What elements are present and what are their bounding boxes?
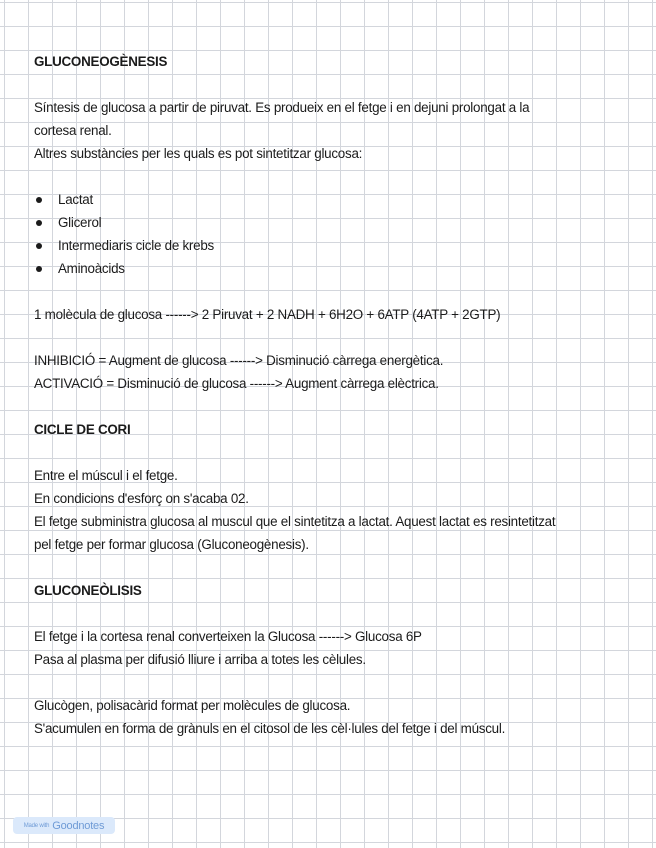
spacer — [34, 280, 634, 303]
bullet-item — [34, 211, 634, 234]
bullet-icon — [36, 243, 42, 249]
bullet-item — [34, 188, 634, 211]
paragraph-line: Pasa al plasma per difusió lliure i arriba a totes les cèlules. — [34, 652, 366, 667]
bullet-item — [34, 257, 634, 280]
paragraph-line: Altres substàncies per les quals es pot sintetitzar glucosa: — [34, 146, 363, 161]
spacer — [34, 326, 634, 349]
spacer — [34, 165, 634, 188]
goodnotes-logo: Goodnotes — [52, 819, 105, 832]
bullet-item — [34, 234, 634, 257]
paragraph-line: El fetge subministra glucosa al muscul que el sintetitza a lactat. Aquest lactat es resintetitzat — [34, 514, 556, 529]
section-heading-glycogenolysis: GLUCONEÒLISIS — [34, 583, 142, 598]
inhibition-line: INHIBICIÓ = Augment de glucosa ------> Disminució càrrega energètica. — [34, 353, 444, 368]
bullet-icon — [36, 266, 42, 272]
bullet-item-text: Glicerol — [58, 215, 102, 230]
made-with-label: Made with — [23, 822, 50, 829]
spacer — [34, 395, 634, 418]
section-heading-cori-cycle: CICLE DE CORI — [34, 422, 131, 437]
activation-line: ACTIVACIÓ = Disminució de glucosa ------> Augment càrrega elèctrica. — [34, 376, 439, 391]
paragraph-line: Síntesis de glucosa a partir de piruvat. Es produeix en el fetge i en dejuni prolongat a la — [34, 100, 530, 115]
paragraph-line: cortesa renal. — [34, 123, 112, 138]
note-page — [34, 50, 634, 740]
paragraph-line: pel fetge per formar glucosa (Gluconeogènesis). — [34, 537, 309, 552]
bullet-icon — [36, 197, 42, 203]
spacer — [34, 73, 634, 96]
paragraph-line: El fetge i la cortesa renal converteixen la Glucosa ------> Glucosa 6P — [34, 629, 422, 644]
goodnotes-badge — [13, 817, 115, 834]
equation-line: 1 molècula de glucosa ------> 2 Piruvat + 2 NADH + 6H2O + 6ATP (4ATP + 2GTP) — [34, 307, 501, 322]
paragraph-line: En condicions d'esforç on s'acaba 02. — [34, 491, 249, 506]
section-heading-gluconeogenesis: GLUCONEOGÈNESIS — [34, 54, 168, 69]
bullet-item-text: Intermediaris cicle de krebs — [58, 238, 214, 253]
paragraph-line: Glucògen, polisacàrid format per molècules de glucosa. — [34, 698, 351, 713]
paragraph-line: S'acumulen en forma de grànuls en el citosol de les cèl·lules del fetge i del múscul. — [34, 721, 506, 736]
spacer — [34, 602, 634, 625]
spacer — [34, 556, 634, 579]
spacer — [34, 441, 634, 464]
spacer — [34, 671, 634, 694]
bullet-item-text: Aminoàcids — [58, 261, 125, 276]
bullet-item-text: Lactat — [58, 192, 93, 207]
paragraph-line: Entre el múscul i el fetge. — [34, 468, 178, 483]
bullet-icon — [36, 220, 42, 226]
